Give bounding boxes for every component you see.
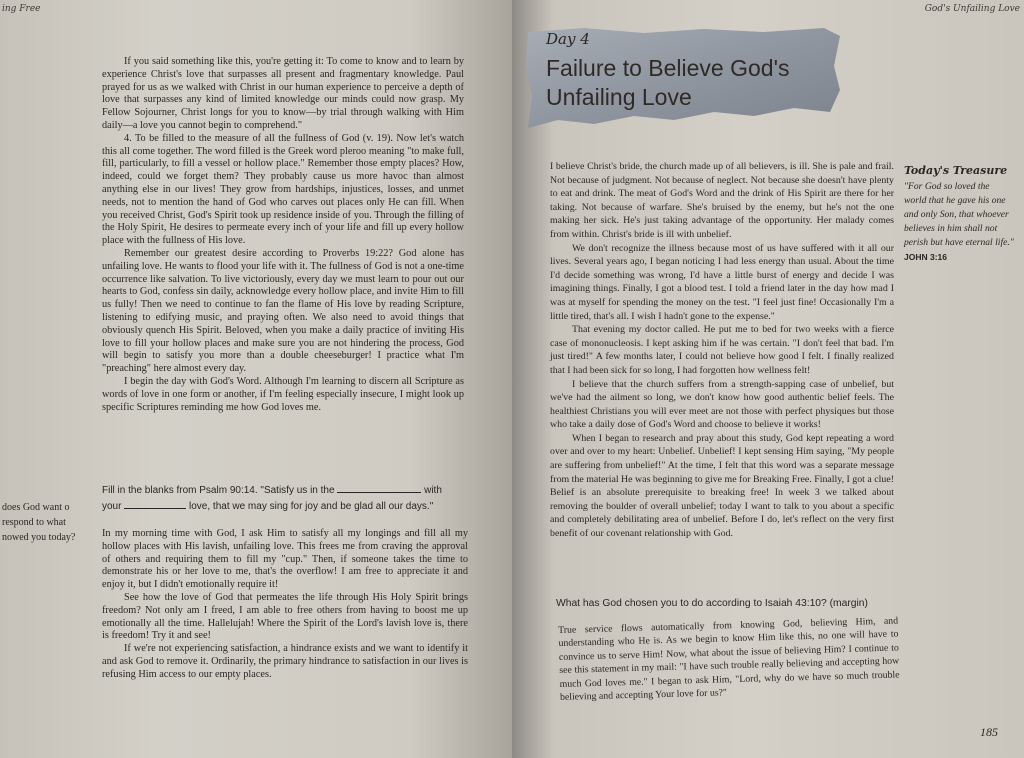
running-head-right: God's Unfailing Love: [924, 4, 1020, 14]
body-text-top: [102, 56, 464, 414]
chapter-banner: [524, 26, 844, 134]
treasure-quote: "For God so loved the world that he gave his one and only Son, that whoever believes in him shall not perish but have eternal life.": [904, 181, 1014, 248]
treasure-title: Today's Treasure: [904, 164, 1008, 177]
paragraph: 4. To be filled to the measure of all the fullness of God (v. 19). Now let's watch this all come together. The word filled is the Greek word pleroo meaning "to make full, fill, particularly, to fill a vessel or hollow place." Remember those empty places? How, indeed, could we forget them? They probably cause us more havoc than almost anything else in our lives! They grow from hardships, injustices, losses, and unmet needs, not to mention the hand of God who carves out places only He can fill. When you received Christ, God's Spirit took up residence inside of you. Through the filling of the Holy Spirit, He desires to permeate every inch of your life and fill up every hollow place with the fullness of His love.: [102, 132, 464, 247]
paragraph: I believe that the church suffers from a strength-sapping case of unbelief, but we've had the ailment so long, we don't know how good authentic belief feels. The healthiest Christians you will ever meet are not those with perfect physiques but those who take a daily dose of God's Word and choose to believe it works!: [550, 378, 894, 431]
fill-in-end: love, that we may sing for joy and be glad all our days.": [189, 501, 434, 512]
todays-treasure: [904, 164, 1014, 265]
fill-in-mid: your: [102, 501, 122, 512]
fill-in-mid: with: [424, 485, 442, 496]
body-text-bottom: [102, 528, 468, 682]
chapter-title: Failure to Believe God's Unfailing Love: [546, 55, 790, 110]
day-label: Day 4: [546, 30, 590, 48]
paragraph: True service flows automatically from knowing God, believing Him, and understanding who He is. As we begin to know Him like this, no one will have to convince us to serve Him! Now, what about the issue of believing Him? I continue to see this statement in my mail: "I have such trouble really believing and accepting how much God loves me." I began to ask Him, "Lord, why do we have so much trouble believing and accepting Your love for us?": [558, 615, 900, 704]
page-number: 185: [980, 725, 998, 739]
margin-question: does God want o respond to what nowed you today?: [2, 502, 76, 543]
answer-blank-2[interactable]: [124, 498, 186, 509]
treasure-reference: JOHN 3:16: [904, 252, 947, 262]
paragraph: That evening my doctor called. He put me to bed for two weeks with a fierce case of mononucleosis. I kept asking him if he was certain. "I don't feel that bad. I'm just tired!" A few months later, I could not believe how good I felt. I finally realized that I had been sick for so long, I had forgotten how wellness felt!: [550, 324, 894, 376]
fill-in-prompt: Fill in the blanks from Psalm 90:14. "Satisfy us in the: [102, 485, 335, 496]
answer-blank-1[interactable]: [337, 482, 421, 493]
paragraph: We don't recognize the illness because most of us have suffered with it all our lives. Several years ago, I began noticing I had less energy than usual. About the time I'd decide something was wrong, I'd have a little burst of energy and decide I was imagining things. Finally, I got a blood test. I told a friend later in the day how mad I was at myself for spending the money on the test. "I feel just fine! Occasionally I'm a little tired, that's all. I wish I hadn't gone to the expense.": [550, 242, 894, 322]
paragraph: If you said something like this, you're getting it: To come to know and to learn by experience Christ's love that surpasses all present and fragmentary knowledge. Paul prayed for us as we walked with Christ in our human experience to perceive a depth of love that surpasses any kind of limited knowledge our minds could now grasp. My Fellow Sojourner, Christ longs for you to know—by trial through walking with Him daily—a love you cannot begin to comprehend.": [102, 56, 464, 131]
running-head-left: ing Free: [2, 4, 41, 14]
paragraph: In my morning time with God, I ask Him to satisfy all my longings and fill all my hollow places with His lavish, unfailing love. This frees me from craving the approval of others and requiring them to fill my "cup." Then, if someone takes the time to demonstrate his or her love to me, that's the overflow! I am free to appreciate it and enjoy it, but I didn't emotionally require it!: [102, 528, 468, 591]
right-body-text-bottom: [558, 615, 900, 705]
paragraph: I believe Christ's bride, the church made up of all believers, is ill. She is pale and frail. Not because of judgment. Not because of neglect. Not because she doesn't have plenty to eat and drink. The meat of God's Word and the drink of His Spirit are there for her taking. Not because of warfare. She's bruised by the enemy, but he's not the one making her sick. He's just taking advantage of the opportunity. Her malady comes from within. Christ's bride is ill with unbelief.: [550, 161, 894, 240]
study-question: What has God chosen you to do according to Isaiah 43:10? (margin): [556, 598, 868, 609]
right-body-text: [550, 160, 894, 541]
paragraph: I begin the day with God's Word. Although I'm learning to discern all Scripture as words of love in one form or another, if I'm feeling especially insecure, I might look up specific Scriptures reminding me how God loves me.: [102, 375, 464, 413]
paragraph: If we're not experiencing satisfaction, a hindrance exists and we want to identify it and ask God to remove it. Ordinarily, the primary hindrance to satisfaction in our lives is refusing Him access to our empty places.: [102, 643, 468, 680]
paragraph: Remember our greatest desire according to Proverbs 19:22? God alone has unfailing love. He wants to flood your life with it. The fullness of God is not a one-time occurrence like salvation. To live victoriously, every day we must learn to pour out our hearts to God, confess sin daily, acknowledge every hollow place, and invite Him to fill us fully! Then we need to continue to fan the flame of His love by reading Scripture, listening to edifying music, and praying often. We also need to avoid things that obviously quench His Spirit. Beloved, when you make a daily practice of inviting His love to fill your hollow places and make sure you are not hindering the process, God will begin to satisfy you more than a double cheeseburger! I practice what I'm "preaching" here almost every day.: [102, 247, 464, 375]
paragraph: See how the love of God that permeates the life through His Holy Spirit brings freedom? Not only am I freed, I am able to free others from having to boost me up emotionally all the time. Hallelujah! Where the Spirit of the Lord's lavish love is, there is freedom! Try it and see!: [102, 591, 468, 642]
fill-in-exercise: [102, 482, 478, 514]
paragraph: When I began to research and pray about this study, God kept repeating a word over and over to my heart: Unbelief. Unbelief! I kept sensing Him saying, "My people are suffering from unbelief!" At the time, I felt that this word was a separate message from the material He was beginning to give me for Breaking Free. Finally, I got a clue! Belief is an absolute prerequisite to breaking free! In week 3 we talked about removing the boulder of overall unbelief; today I want to talk to you about a specific and completely debilitating area of unbelief. Before I do, let's reflect on the very first benefit of our covenant relationship with God.: [550, 432, 894, 540]
